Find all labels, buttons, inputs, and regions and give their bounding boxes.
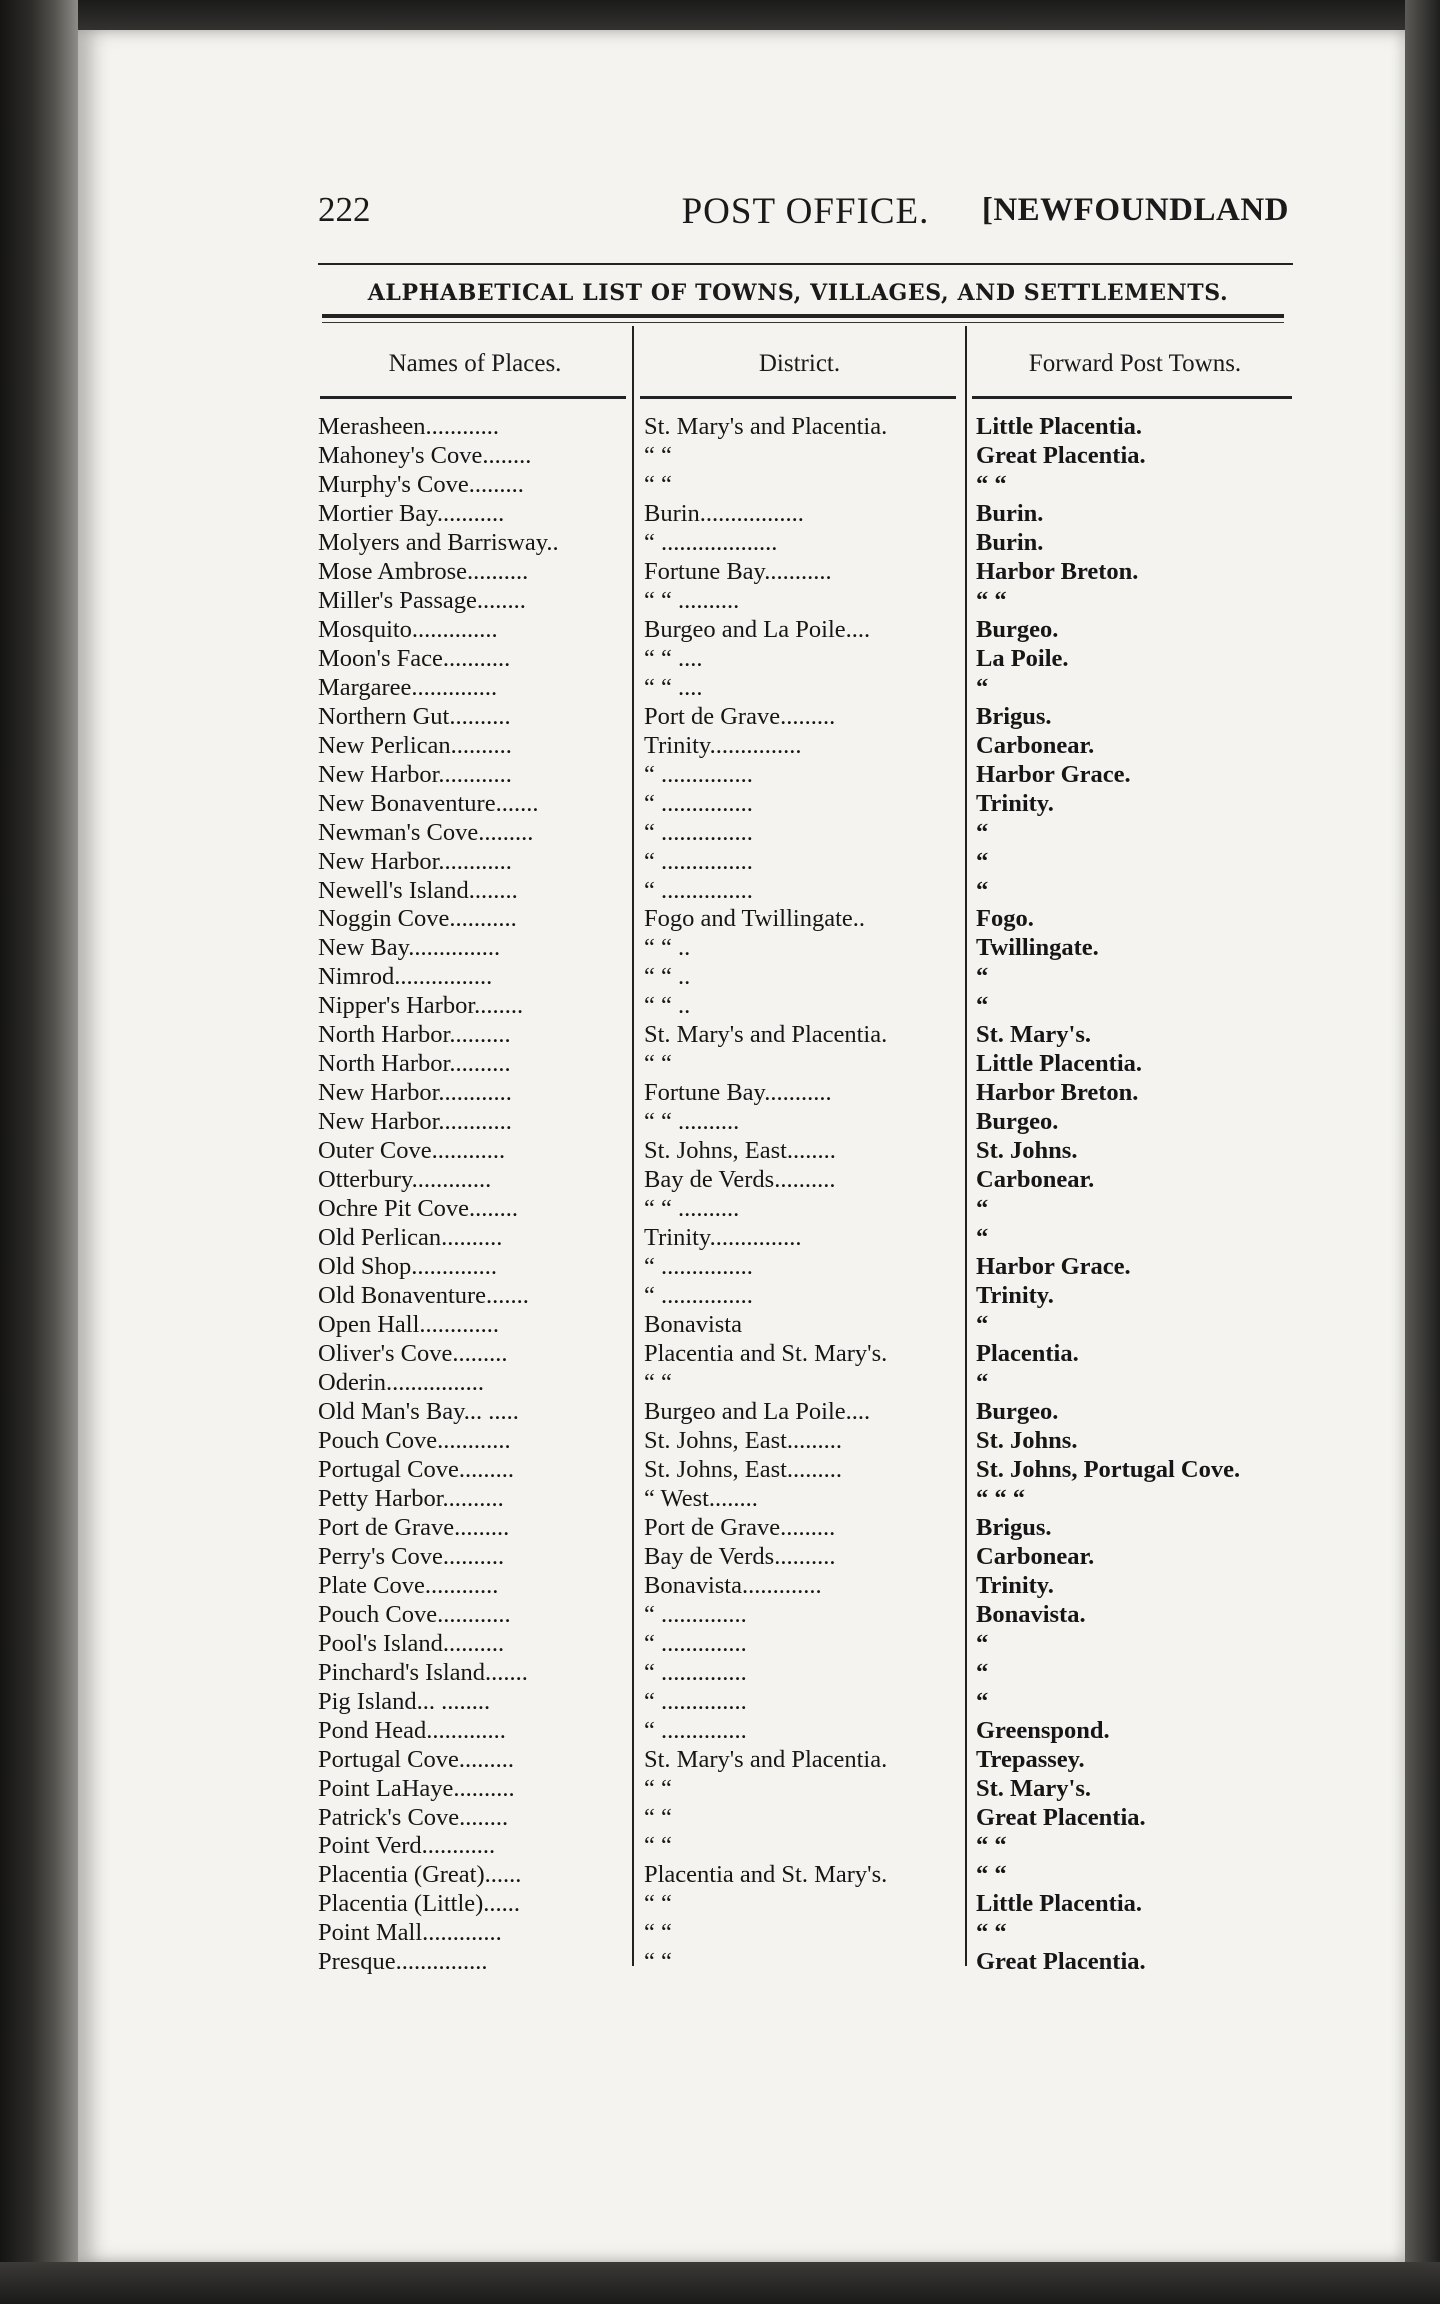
table-row [0,1542,1440,1571]
place-name: North Harbor.......... [318,1021,511,1049]
post-town-cell: Little Placentia. [976,1890,1143,1918]
district-cell: St. Johns, East......... [644,1426,843,1454]
place-name: Patrick's Cove........ [318,1803,509,1831]
post-town-cell: “ [976,963,989,991]
table-row [0,1281,1440,1310]
district-cell: “ ............... [644,760,753,788]
post-town-cell: Brigus. [976,702,1052,730]
table-row [0,731,1440,760]
table-row [0,760,1440,789]
district-cell: “ ............... [644,1253,753,1281]
post-town-cell: “ [976,1687,989,1715]
post-town-cell: St. Mary's. [976,1021,1091,1049]
table-row [0,933,1440,962]
district-cell: Fogo and Twillingate.. [644,905,866,933]
table-row [0,1745,1440,1774]
table-row [0,789,1440,818]
place-name: Pool's Island.......... [318,1629,505,1657]
post-town-cell: “ “ [976,470,1007,498]
table-row [0,1889,1440,1918]
column-header-rule [640,396,956,399]
post-town-cell: Burin. [976,528,1044,556]
table-row [0,1426,1440,1455]
place-name: Otterbury............. [318,1166,492,1194]
place-name: Presque............... [318,1948,488,1976]
post-town-cell: Great Placentia. [976,1948,1146,1976]
district-cell: St. Johns, East......... [644,1455,843,1483]
table-row [0,1484,1440,1513]
column-header-rule [320,396,626,399]
post-town-cell: Bonavista. [976,1600,1086,1628]
place-name: North Harbor.......... [318,1050,511,1078]
post-town-cell: Carbonear. [976,731,1095,759]
table-row [0,1803,1440,1832]
district-cell: “ ............... [644,789,753,817]
district-cell: “ ............... [644,847,753,875]
header-rule [318,263,1293,265]
post-town-cell: Carbonear. [976,1542,1095,1570]
post-town-cell: “ “ [976,1861,1007,1889]
district-cell: “ “ [644,1368,672,1396]
place-name: New Harbor............ [318,1079,512,1107]
table-row [0,818,1440,847]
table-row [0,1020,1440,1049]
district-cell: St. Mary's and Placentia. [644,1021,888,1049]
district-cell: “ “ [644,1832,672,1860]
district-cell: Burgeo and La Poile.... [644,615,871,643]
table-row [0,1629,1440,1658]
place-name: Old Man's Bay... ..... [318,1397,519,1425]
place-name: New Harbor............ [318,1108,512,1136]
district-cell: “ ............... [644,876,753,904]
page-header [318,190,1293,250]
place-name: Placentia (Great)...... [318,1861,522,1889]
post-town-cell: Little Placentia. [976,1050,1143,1078]
district-cell: “ “ .......... [644,1108,740,1136]
district-cell: Placentia and St. Mary's. [644,1861,888,1889]
post-town-cell: Harbor Breton. [976,1079,1139,1107]
place-name: Port de Grave......... [318,1513,510,1541]
post-town-cell: “ [976,1368,989,1396]
district-cell: St. Mary's and Placentia. [644,413,888,440]
table-row [0,1165,1440,1194]
place-name: Old Perlican.......... [318,1224,503,1252]
post-town-cell: Little Placentia. [976,413,1143,440]
post-town-cell: “ [976,818,989,846]
post-town-cell: Carbonear. [976,1166,1095,1194]
post-town-cell: Great Placentia. [976,1803,1146,1831]
district-cell: “ “ [644,470,672,498]
post-town-cell: “ [976,1195,989,1223]
post-town-cell: St. Johns. [976,1426,1078,1454]
place-name: Pouch Cove............ [318,1600,511,1628]
place-name: Pig Island... ........ [318,1687,491,1715]
district-cell: Fortune Bay........... [644,557,832,585]
post-town-cell: “ [976,673,989,701]
district-cell: Fortune Bay........... [644,1079,832,1107]
place-name: Nimrod................ [318,963,493,991]
district-cell: “ .............. [644,1658,747,1686]
table-row [0,412,1440,441]
post-town-cell: St. Johns, Portugal Cove. [976,1455,1241,1483]
places-table [0,412,1440,1976]
table-row [0,1252,1440,1281]
table-row [0,876,1440,905]
district-cell: Bonavista [644,1311,742,1339]
column-header-district: District. [758,350,841,377]
post-town-cell: “ [976,876,989,904]
place-name: New Bonaventure....... [318,789,539,817]
list-title: ALPHABETICAL LIST OF TOWNS, VILLAGES, AND SETTLEMENTS. [367,280,1229,306]
district-cell: “ “ .......... [644,586,740,614]
district-cell: “ .............. [644,1687,747,1715]
column-header-rule [972,396,1292,399]
table-row [0,1078,1440,1107]
table-row [0,1571,1440,1600]
table-row [0,1049,1440,1078]
place-name: Portugal Cove......... [318,1455,514,1483]
district-cell: “ “ [644,1890,672,1918]
place-name: Margaree.............. [318,673,498,701]
place-name: Newell's Island........ [318,876,518,904]
district-cell: “ “ .. [644,992,691,1020]
district-cell: Trinity............... [644,731,802,759]
district-cell: “ “ .. [644,963,691,991]
post-town-cell: “ [976,1658,989,1686]
scan-edge-bottom [0,2262,1440,2304]
table-row [0,1716,1440,1745]
table-row [0,557,1440,586]
post-town-cell: “ “ [976,1919,1007,1947]
title-rule-thin [322,322,1284,323]
place-name: Merasheen............ [318,413,499,440]
place-name: New Harbor............ [318,760,512,788]
post-town-cell: Trinity. [976,789,1054,817]
table-row [0,470,1440,499]
table-row [0,615,1440,644]
place-name: Outer Cove............ [318,1137,506,1165]
place-name: Miller's Passage........ [318,586,526,614]
table-row [0,441,1440,470]
place-name: Open Hall............. [318,1311,499,1339]
place-name: Noggin Cove........... [318,905,517,933]
place-name: Pinchard's Island....... [318,1658,528,1686]
district-cell: “ “ .... [644,644,703,672]
district-cell: “ .............. [644,1629,747,1657]
district-cell: “ “ [644,441,672,469]
place-name: Oliver's Cove......... [318,1340,508,1367]
place-name: Old Shop.............. [318,1253,498,1281]
page-number: 222 [318,190,371,229]
table-row [0,1860,1440,1889]
table-row [0,1194,1440,1223]
post-town-cell: Trinity. [976,1571,1054,1599]
post-town-cell: Trepassey. [976,1745,1085,1773]
district-cell: “ .............. [644,1600,747,1628]
place-name: Murphy's Cove......... [318,470,524,498]
district-cell: Placentia and St. Mary's. [644,1340,888,1367]
place-name: New Harbor............ [318,847,512,875]
district-cell: “ .............. [644,1716,747,1744]
district-cell: “ “ [644,1919,672,1947]
post-town-cell: La Poile. [976,644,1069,672]
section-title: [NEWFOUNDLAND [981,192,1289,228]
place-name: Northern Gut.......... [318,702,511,730]
district-cell: “ “ .. [644,934,691,962]
table-row [0,1107,1440,1136]
table-row [0,847,1440,876]
place-name: Mortier Bay........... [318,499,505,527]
column-header-post-town: Forward Post Towns. [1028,350,1242,377]
table-row [0,1831,1440,1860]
table-row [0,586,1440,615]
district-cell: “ ............... [644,1282,753,1310]
place-name: Mose Ambrose.......... [318,557,529,585]
district-cell: “ “ .......... [644,1195,740,1223]
place-name: Nipper's Harbor........ [318,992,524,1020]
place-name: Oderin................ [318,1368,485,1396]
table-row [0,644,1440,673]
table-row [0,1397,1440,1426]
place-name: Petty Harbor.......... [318,1484,504,1512]
post-town-cell: St. Mary's. [976,1774,1091,1802]
post-town-cell: “ [976,1629,989,1657]
table-row [0,528,1440,557]
table-row [0,1368,1440,1397]
post-town-cell: Harbor Grace. [976,760,1131,788]
place-name: Plate Cove............ [318,1571,499,1599]
place-name: Point Verd............ [318,1832,496,1860]
table-row [0,1918,1440,1947]
place-name: Newman's Cove......... [318,818,534,846]
table-row [0,1513,1440,1542]
post-town-cell: “ “ [976,586,1007,614]
place-name: Pond Head............. [318,1716,506,1744]
running-title: POST OFFICE. [681,191,930,232]
district-cell: Port de Grave......... [644,1513,836,1541]
district-cell: “ “ [644,1803,672,1831]
post-town-cell: Burgeo. [976,1397,1059,1425]
table-row [0,1223,1440,1252]
table-row [0,499,1440,528]
district-cell: “ “ [644,1050,672,1078]
table-row [0,673,1440,702]
place-name: Portugal Cove......... [318,1745,514,1773]
post-town-cell: Fogo. [976,905,1034,933]
district-cell: Burgeo and La Poile.... [644,1397,871,1425]
district-cell: “ “ [644,1774,672,1802]
table-row [0,702,1440,731]
table-row [0,1947,1440,1976]
post-town-cell: Great Placentia. [976,441,1146,469]
table-row [0,1658,1440,1687]
table-row [0,1339,1440,1368]
district-cell: Trinity............... [644,1224,802,1252]
post-town-cell: Placentia. [976,1340,1079,1367]
post-town-cell: Harbor Grace. [976,1253,1131,1281]
table-row [0,1455,1440,1484]
title-rule-thick [322,314,1284,318]
table-row [0,1774,1440,1803]
table-row [0,1310,1440,1339]
place-name: Ochre Pit Cove........ [318,1195,519,1223]
table-row [0,904,1440,933]
place-name: Molyers and Barrisway.. [318,528,559,556]
place-name: Old Bonaventure....... [318,1282,529,1310]
post-town-cell: Brigus. [976,1513,1052,1541]
table-row [0,1600,1440,1629]
place-name: New Bay............... [318,934,501,962]
place-name: Perry's Cove.......... [318,1542,505,1570]
district-cell: “ West........ [644,1484,758,1512]
post-town-cell: Greenspond. [976,1716,1110,1744]
post-town-cell: Burin. [976,499,1044,527]
post-town-cell: Twillingate. [976,934,1099,962]
column-header-names: Names of Places. [388,350,562,377]
district-cell: “ ............... [644,818,753,846]
post-town-cell: “ “ “ [976,1484,1025,1512]
district-cell: Bay de Verds.......... [644,1542,836,1570]
district-cell: Port de Grave......... [644,702,836,730]
table-row [0,991,1440,1020]
post-town-cell: “ [976,992,989,1020]
place-name: New Perlican.......... [318,731,512,759]
place-name: Mahoney's Cove........ [318,441,532,469]
district-cell: St. Johns, East........ [644,1137,836,1165]
table-row [0,962,1440,991]
post-town-cell: Burgeo. [976,615,1059,643]
district-cell: St. Mary's and Placentia. [644,1745,888,1773]
table-row [0,1136,1440,1165]
district-cell: Burin................. [644,499,804,527]
post-town-cell: Harbor Breton. [976,557,1139,585]
post-town-cell: “ [976,1224,989,1252]
place-name: Pouch Cove............ [318,1426,511,1454]
place-name: Placentia (Little)...... [318,1890,521,1918]
post-town-cell: Burgeo. [976,1108,1059,1136]
place-name: Moon's Face........... [318,644,511,672]
district-cell: Bay de Verds.......... [644,1166,836,1194]
district-cell: “ “ [644,1948,672,1976]
place-name: Mosquito.............. [318,615,498,643]
district-cell: “ ................... [644,528,778,556]
post-town-cell: “ [976,847,989,875]
post-town-cell: “ [976,1311,989,1339]
district-cell: Bonavista............. [644,1571,822,1599]
table-row [0,1687,1440,1716]
post-town-cell: St. Johns. [976,1137,1078,1165]
place-name: Point LaHaye.......... [318,1774,515,1802]
place-name: Point Mall............. [318,1919,502,1947]
district-cell: “ “ .... [644,673,703,701]
post-town-cell: Trinity. [976,1282,1054,1310]
post-town-cell: “ “ [976,1832,1007,1860]
